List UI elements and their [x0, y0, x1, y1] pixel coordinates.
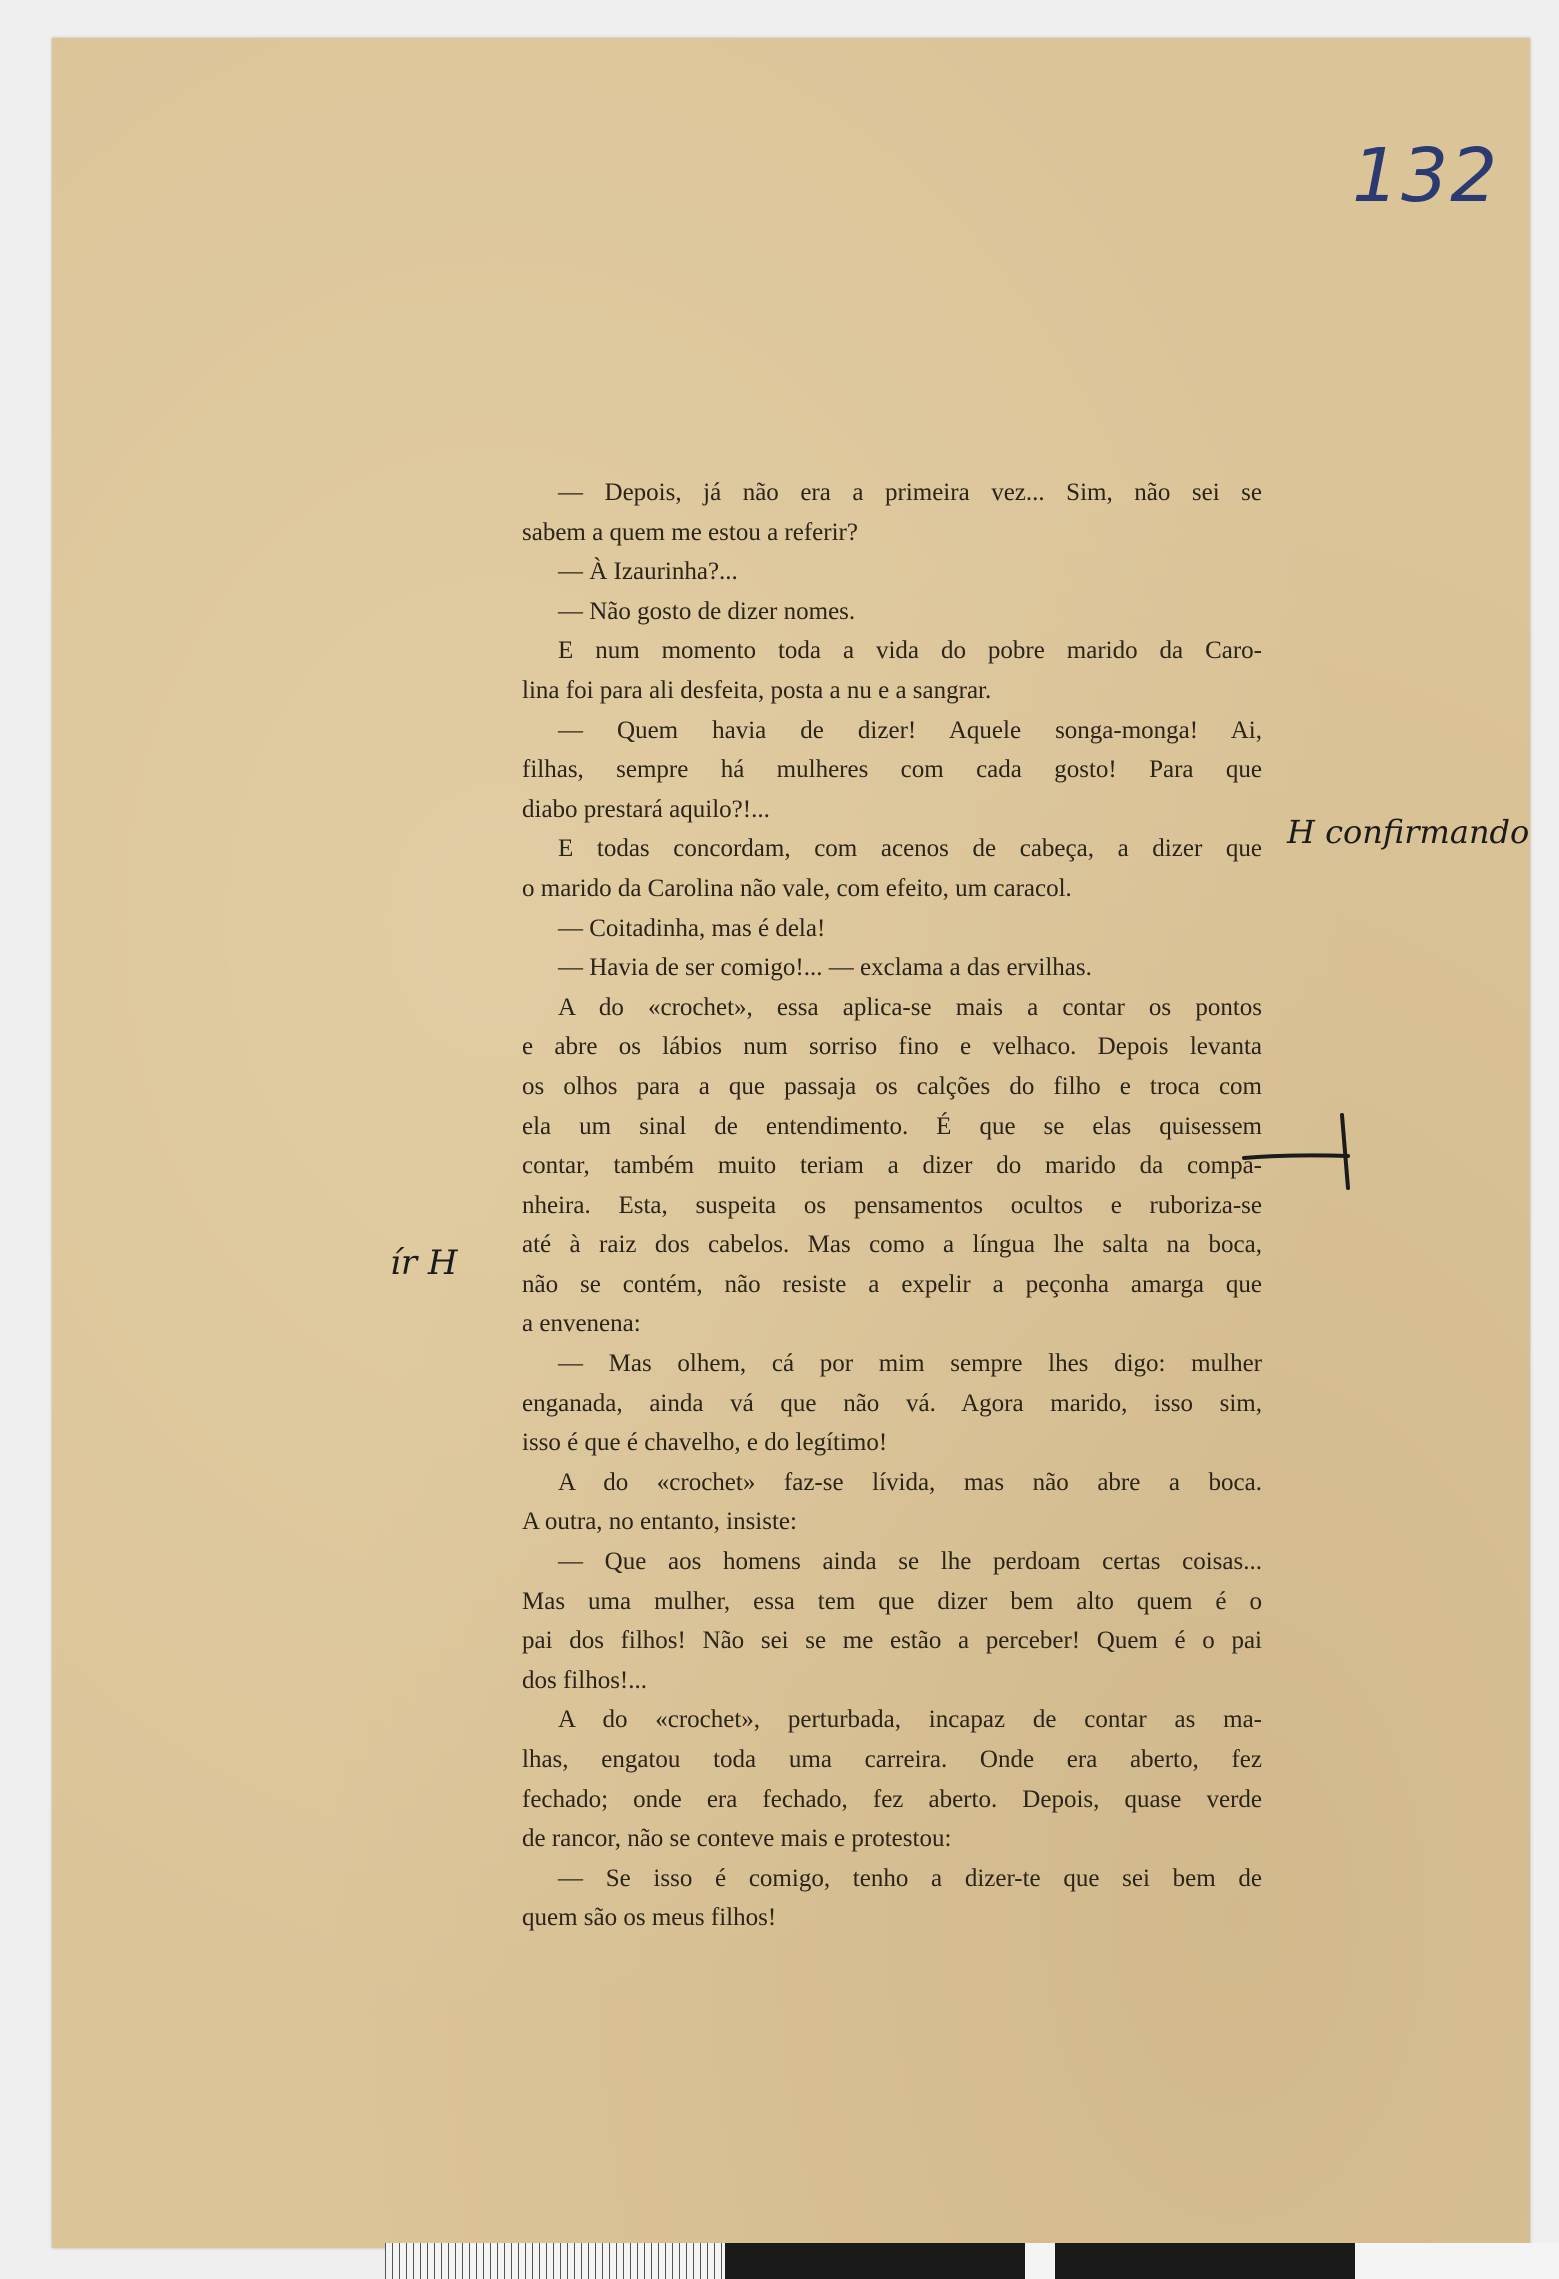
text-line: Mas uma mulher, essa tem que dizer bem alto quem é o	[522, 1587, 1262, 1615]
text-line: isso é que é chavelho, e do legítimo!	[522, 1429, 888, 1457]
text-line: E num momento toda a vida do pobre marido da Caro-	[558, 637, 1262, 665]
text-line: contar, também muito teriam a dizer do marido da compa-	[522, 1152, 1262, 1180]
text-line: — À Izaurinha?...	[558, 558, 738, 586]
text-line: até à raiz dos cabelos. Mas como a língua lhe salta na boca,	[522, 1231, 1262, 1259]
margin-note-left: ír H	[390, 1243, 458, 1283]
text-line: A outra, no entanto, insiste:	[522, 1508, 797, 1536]
text-line: os olhos para a que passaja os calções do filho e troca com	[522, 1072, 1262, 1100]
body-text	[522, 473, 1262, 1938]
text-line: — Se isso é comigo, tenho a dizer-te que sei bem de	[558, 1864, 1262, 1892]
document-page	[52, 38, 1530, 2248]
text-line: quem são os meus filhos!	[522, 1904, 777, 1932]
text-line: — Mas olhem, cá por mim sempre lhes digo: mulher	[558, 1350, 1262, 1378]
text-line: — Depois, já não era a primeira vez... Sim, não sei se	[558, 479, 1262, 506]
text-line: não se contém, não resiste a expelir a peçonha amarga que	[522, 1270, 1262, 1298]
text-line: A do «crochet» faz-se lívida, mas não abre a boca.	[558, 1468, 1262, 1496]
ruler-ticks	[385, 2243, 725, 2279]
text-line: sabem a quem me estou a referir?	[522, 518, 858, 546]
text-line: fechado; onde era fechado, fez aberto. Depois, quase verde	[522, 1785, 1262, 1813]
text-line: filhas, sempre há mulheres com cada gosto! Para que	[522, 756, 1262, 784]
text-line: A do «crochet», essa aplica-se mais a contar os pontos	[558, 993, 1262, 1021]
page-number: 132	[1352, 133, 1500, 219]
text-line: lhas, engatou toda uma carreira. Onde era aberto, fez	[522, 1746, 1262, 1773]
text-line: enganada, ainda vá que não vá. Agora marido, isso sim,	[522, 1389, 1262, 1417]
margin-note-right: H confirmando	[1287, 813, 1530, 851]
scale-ruler	[385, 2243, 1559, 2279]
text-line: e abre os lábios num sorriso fino e velhaco. Depois levanta	[522, 1033, 1262, 1061]
text-line: nheira. Esta, suspeita os pensamentos ocultos e ruboriza-se	[522, 1191, 1262, 1219]
text-line: o marido da Carolina não vale, com efeito, um caracol.	[522, 874, 1072, 902]
text-line: ela um sinal de entendimento. É que se elas quisessem	[522, 1112, 1262, 1140]
text-line: de rancor, não se conteve mais e protestou:	[522, 1825, 952, 1853]
text-line: — Que aos homens ainda se lhe perdoam certas coisas...	[558, 1548, 1262, 1576]
text-line: — Havia de ser comigo!... — exclama a das ervilhas.	[558, 954, 1092, 982]
ruler-black-block	[1055, 2243, 1355, 2279]
text-line: lina foi para ali desfeita, posta a nu e a sangrar.	[522, 676, 992, 704]
text-line: E todas concordam, com acenos de cabeça, a dizer que	[558, 835, 1262, 863]
text-line: — Coitadinha, mas é dela!	[558, 914, 826, 942]
text-line: — Não gosto de dizer nomes.	[558, 597, 856, 625]
text-line: pai dos filhos! Não sei se me estão a perceber! Quem é o pai	[522, 1627, 1262, 1655]
text-line: a envenena:	[522, 1310, 641, 1338]
text-line: dos filhos!...	[522, 1666, 647, 1694]
insertion-mark-icon	[1242, 1110, 1362, 1190]
ruler-black-block	[725, 2243, 1025, 2279]
text-line: A do «crochet», perturbada, incapaz de contar as ma-	[558, 1706, 1262, 1734]
text-line: — Quem havia de dizer! Aquele songa-monga! Ai,	[558, 716, 1262, 744]
text-line: diabo prestará aquilo?!...	[522, 795, 770, 823]
